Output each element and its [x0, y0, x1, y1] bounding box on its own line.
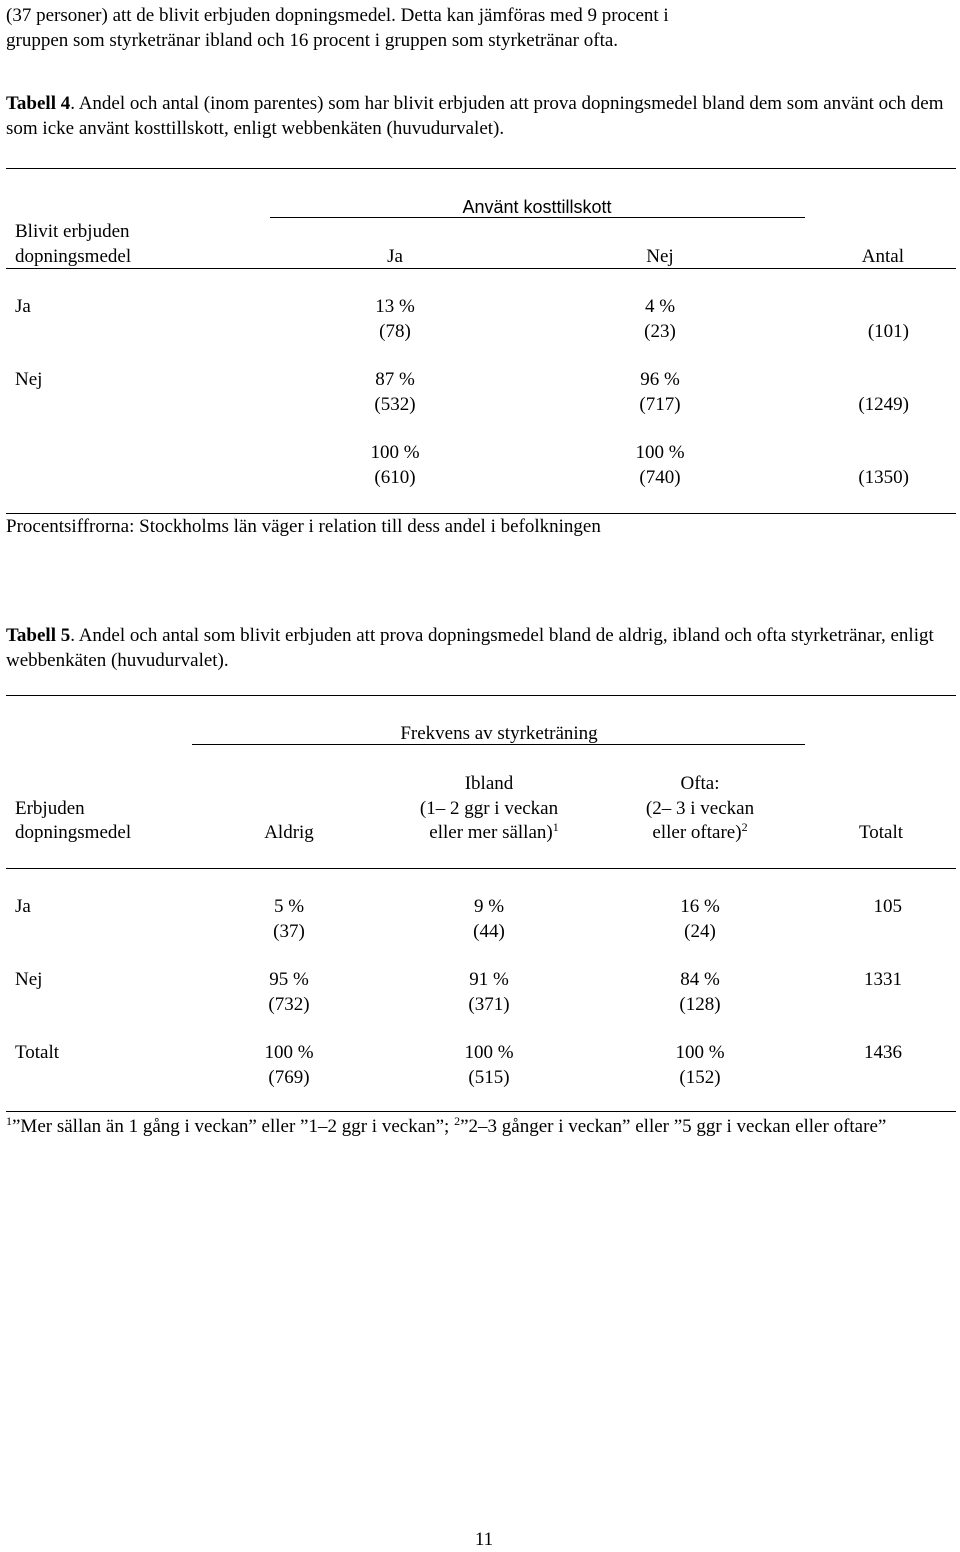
table5-cell: 105 [873, 896, 902, 917]
table4-bottom-rule [6, 513, 956, 514]
table5-cell: 5 % [273, 896, 305, 917]
table4-cell: (532) [374, 394, 416, 415]
table4-row-label: Nej [15, 369, 43, 390]
table5-cell: 100 % [675, 1042, 725, 1063]
table5-cell: (44) [473, 921, 505, 942]
table5-cell: (128) [679, 994, 721, 1015]
table5-row-label: Nej [15, 969, 43, 990]
table5-cell: 95 % [269, 969, 309, 990]
table5-cell: 100 % [464, 1042, 514, 1063]
table4-cell: 87 % [375, 369, 415, 390]
table4-group-header: Använt kosttillskott [462, 197, 612, 217]
table5-col-ibland-2: (1– 2 ggr i veckan [419, 798, 559, 819]
table4-row-header-1: Blivit erbjuden [15, 221, 130, 242]
table5-row-header-1: Erbjuden [15, 798, 85, 819]
table5-cell: (732) [268, 994, 310, 1015]
table5-cell: 84 % [680, 969, 720, 990]
table5-cell: 9 % [473, 896, 505, 917]
footnote-marker: 2 [454, 1114, 461, 1128]
table5-cell: (515) [468, 1067, 510, 1088]
table5-col-ofta-1: Ofta: [680, 773, 720, 794]
table5-cell: 1331 [864, 969, 902, 990]
table5-row-label: Totalt [15, 1042, 60, 1063]
table4-total-cell: 100 % [370, 442, 420, 463]
table5-cell: 91 % [469, 969, 509, 990]
table5-cell: 16 % [680, 896, 720, 917]
table5-row-header-2: dopningsmedel [15, 822, 132, 843]
table4-total-cell: 100 % [635, 442, 685, 463]
intro-line-1: (37 personer) att de blivit erbjuden dopningsmedel. Detta kan jämföras med 9 procent i [6, 5, 669, 26]
table4-col-nej: Nej [646, 246, 674, 267]
table4-top-rule [6, 168, 956, 169]
table5-caption [6, 623, 946, 673]
table5-col-aldrig: Aldrig [264, 822, 314, 843]
table5-caption-text: . Andel och antal som blivit erbjuden att prova dopningsmedel bland de aldrig, ibland och ofta styrketränar, enligt webbenkäten (huvudurvalet). [6, 625, 934, 671]
table5-col-ibland-1: Ibland [464, 773, 514, 794]
table4-col-antal: Antal [861, 246, 904, 267]
page-number: 11 [474, 1529, 494, 1550]
table4-caption [6, 91, 946, 141]
table5-group-rule [192, 744, 805, 745]
table5-top-rule [6, 695, 956, 696]
table5-footnote: $^1$”Mer sällan än 1 gång i veckan” eller ”1–2 ggr i veckan”; $^2$”2–3 gånger i veckan” eller ”5 ggr i veckan eller oftare” [6, 1114, 887, 1137]
table4-row-label: Ja [15, 296, 31, 317]
table4-cell: (1249) [858, 394, 909, 415]
table4-cell: 13 % [375, 296, 415, 317]
table5-group-header: Frekvens av styrketräning [400, 723, 598, 744]
table4-label: Tabell 4 [6, 93, 71, 114]
table4-header-rule [6, 268, 956, 269]
table5-cell: (769) [268, 1067, 310, 1088]
table4-group-rule [270, 217, 805, 218]
table4-cell: 96 % [640, 369, 680, 390]
table4-cell: 4 % [644, 296, 676, 317]
table5-header-rule [6, 868, 956, 869]
table5-col-ibland-3: eller mer sällan)$^1$ [429, 820, 559, 843]
table4-cell: (101) [867, 321, 909, 342]
table4-col-ja: Ja [387, 246, 403, 267]
table4-cell: (78) [379, 321, 411, 342]
table4-row-header-2: dopningsmedel [15, 246, 132, 267]
table5-cell: (152) [679, 1067, 721, 1088]
footnote-marker: 1 [552, 820, 559, 834]
table5-label: Tabell 5 [6, 625, 71, 646]
table4-total-cell: (740) [639, 467, 681, 488]
table5-col-ofta-3: eller oftare)$^2$ [652, 820, 748, 843]
table4-caption-text: . Andel och antal (inom parentes) som har blivit erbjuden att prova dopningsmedel bland dem som använt och dem som icke använt kosttillskott, enligt webbenkäten (huvudurvalet). [6, 93, 944, 139]
table5-col-ofta-2: (2– 3 i veckan [645, 798, 755, 819]
table5-cell: (37) [273, 921, 305, 942]
table4-total-cell: (610) [374, 467, 416, 488]
table5-cell: 1436 [864, 1042, 902, 1063]
table4-cell: (23) [644, 321, 676, 342]
table5-cell: (371) [468, 994, 510, 1015]
table5-cell: 100 % [264, 1042, 314, 1063]
intro-line-2: gruppen som styrketränar ibland och 16 procent i gruppen som styrketränar ofta. [6, 30, 619, 51]
footnote-marker: 1 [6, 1114, 12, 1128]
table5-cell: (24) [684, 921, 716, 942]
table5-col-totalt: Totalt [858, 822, 904, 843]
footnote-marker: 2 [741, 820, 748, 834]
table4-note: Procentsiffrorna: Stockholms län väger i relation till dess andel i befolkningen [6, 516, 601, 537]
table4-cell: (717) [639, 394, 681, 415]
table4-total-cell: (1350) [858, 467, 909, 488]
table5-row-label: Ja [15, 896, 31, 917]
table5-bottom-rule [6, 1111, 956, 1112]
